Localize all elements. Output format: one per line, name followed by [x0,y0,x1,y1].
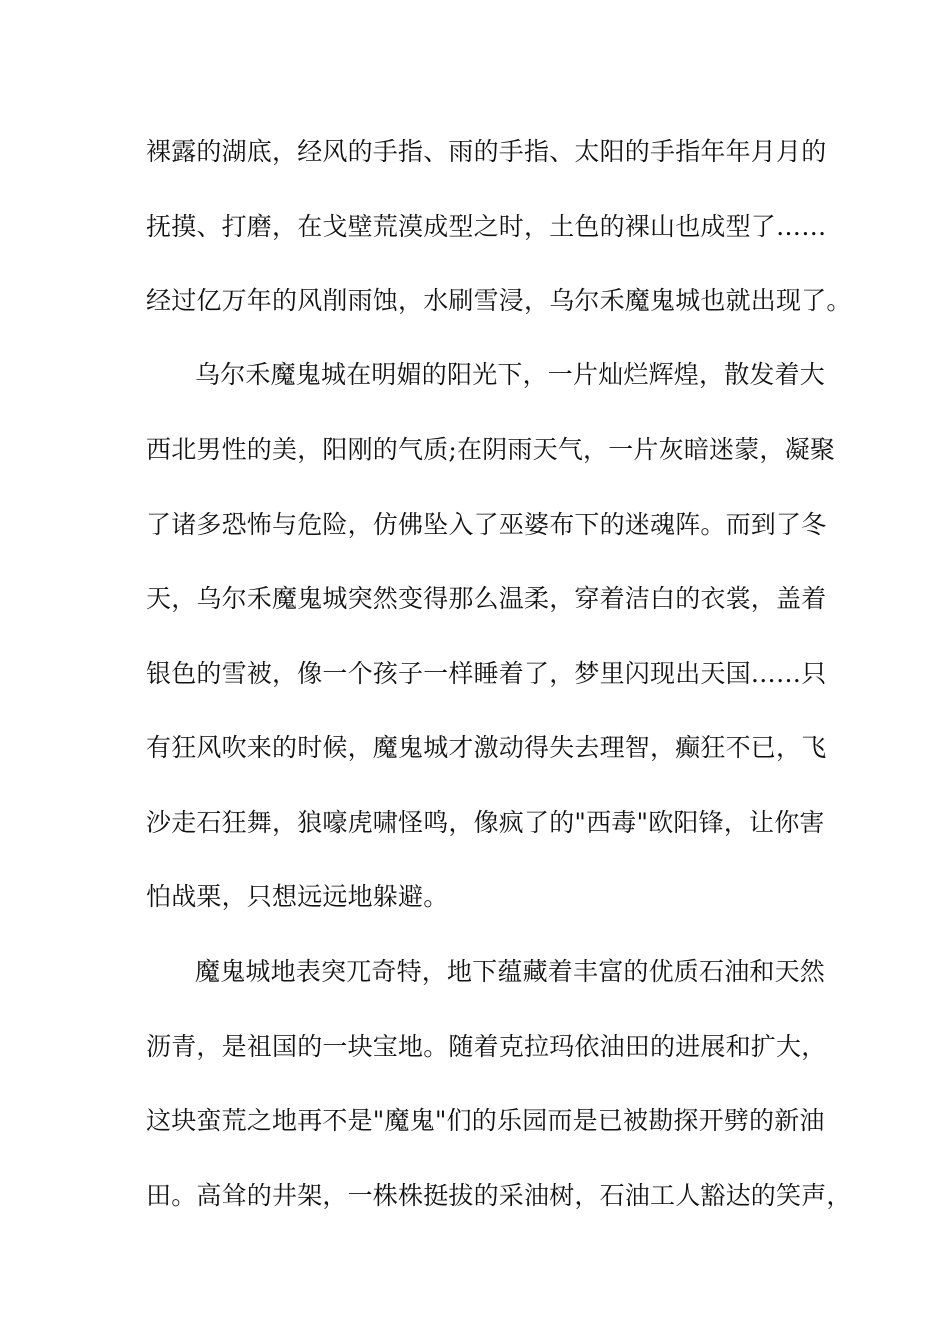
text-line: 银色的雪被，像一个孩子一样睡着了，梦里闪现出天国……只 [146,659,827,688]
text-line: 这块蛮荒之地再不是"魔鬼"们的乐园而是已被勘探开劈的新油 [146,1106,825,1135]
paragraph-start-line: 乌尔禾魔鬼城在明媚的阳光下，一片灿烂辉煌，散发着大 [195,360,826,389]
text-line: 田。高耸的井架，一株株挺拔的采油树，石油工人豁达的笑声， [146,1181,852,1210]
text-line: 沙走石狂舞，狼嚎虎啸怪鸣，像疯了的"西毒"欧阳锋，让你害 [146,808,825,837]
text-line: 怕战栗，只想远远地躲避。 [146,882,449,911]
text-line: 裸露的湖底，经风的手指、雨的手指、太阳的手指年年月月的 [146,137,827,166]
text-line: 有狂风吹来的时候，魔鬼城才激动得失去理智，癫狂不已，飞 [146,733,827,762]
text-line: 抚摸、打磨，在戈壁荒漠成型之时，土色的裸山也成型了…… [146,212,827,241]
text-line: 了诸多恐怖与危险，仿佛坠入了巫婆布下的迷魂阵。而到了冬 [146,510,827,539]
text-line: 天，乌尔禾魔鬼城突然变得那么温柔，穿着洁白的衣裳，盖着 [146,584,827,613]
paragraph-start-line: 魔鬼城地表突兀奇特，地下蕴藏着丰富的优质石油和天然 [195,957,826,986]
text-line: 西北男性的美，阳刚的气质;在阴雨天气，一片灰暗迷蒙，凝聚 [146,435,836,464]
text-line: 经过亿万年的风削雨蚀，水刷雪浸，乌尔禾魔鬼城也就出现了。 [146,286,852,315]
text-line: 沥青，是祖国的一块宝地。随着克拉玛依油田的进展和扩大， [146,1032,827,1061]
